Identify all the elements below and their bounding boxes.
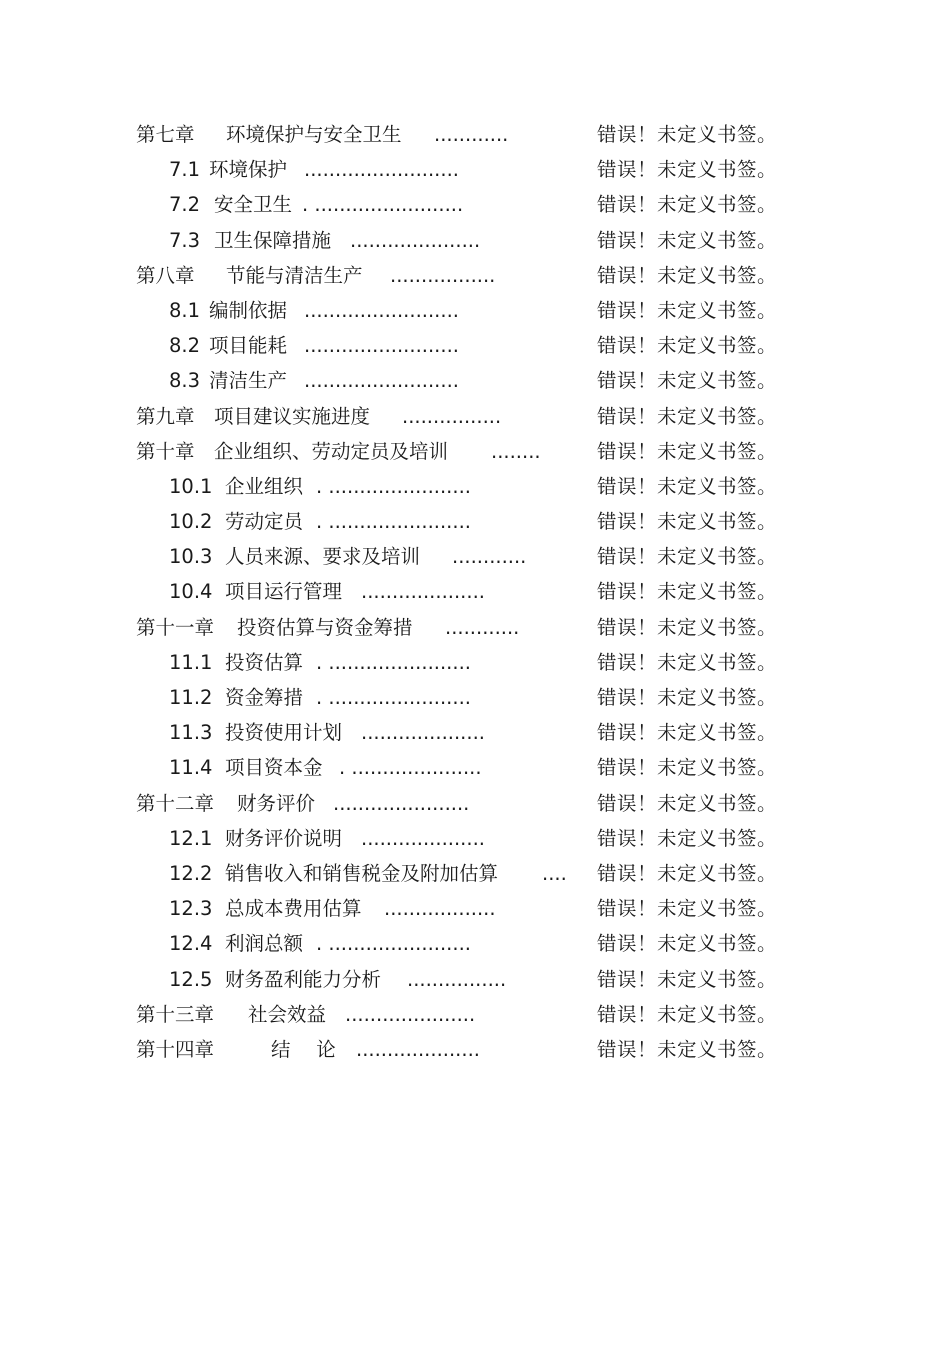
toc-page-ref: 错误！未定义书签。 [597, 861, 778, 885]
toc-page-ref: 错误！未定义书签。 [597, 404, 778, 428]
toc-number: 12.5 [169, 967, 213, 991]
toc-number: 12.4 [169, 932, 213, 956]
toc-entry[interactable] [0, 328, 950, 363]
toc-number: 12.1 [169, 826, 213, 850]
toc-entry[interactable] [0, 926, 950, 961]
toc-entry[interactable] [0, 223, 950, 258]
toc-page-ref: 错误！未定义书签。 [597, 228, 778, 252]
toc-entry[interactable] [0, 610, 950, 645]
toc-leader: ......................... [304, 158, 459, 182]
toc-number: 10.2 [169, 510, 213, 534]
toc-leader: . ........................ [302, 193, 464, 217]
toc-number: 8.2 [169, 334, 201, 358]
toc-page-ref: 错误！未定义书签。 [597, 263, 778, 287]
toc-title: 财务评价 [237, 791, 316, 815]
toc-leader: . ....................... [316, 686, 471, 709]
toc-number: 第十四章 [136, 1037, 215, 1061]
toc-number: 10.3 [169, 545, 213, 569]
toc-title: 社会效益 [248, 1002, 327, 1026]
toc-title: 结 论 [271, 1037, 336, 1061]
toc-title: 资金筹措 [225, 686, 304, 709]
toc-title: 投资估算与资金筹措 [237, 615, 413, 639]
toc-title: 环境保护 [209, 158, 288, 182]
toc-number: 第十一章 [136, 615, 215, 639]
toc-leader: .................... [361, 580, 485, 604]
toc-number: 第七章 [136, 123, 195, 146]
toc-number: 第十三章 [136, 1002, 215, 1026]
toc-page-ref: 错误！未定义书签。 [597, 298, 778, 322]
toc-entry[interactable] [0, 399, 950, 434]
toc-page-ref: 错误！未定义书签。 [597, 615, 778, 639]
toc-page-ref: 错误！未定义书签。 [597, 369, 778, 393]
toc-leader: . ....................... [316, 932, 471, 956]
toc-number: 7.3 [169, 228, 201, 252]
toc-entry[interactable] [0, 258, 950, 293]
toc-entry[interactable] [0, 1032, 950, 1067]
toc-page-ref: 错误！未定义书签。 [597, 721, 778, 745]
toc-leader: ..................... [345, 1002, 476, 1026]
toc-leader: . ....................... [316, 510, 471, 534]
toc-page-ref: 错误！未定义书签。 [597, 932, 778, 956]
toc-title: 财务盈利能力分析 [225, 967, 382, 991]
toc-entry[interactable] [0, 962, 950, 997]
toc-title: 企业组织、劳动定员及培训 [214, 439, 449, 463]
toc-page-ref: 错误！未定义书签。 [597, 897, 778, 921]
toc-entry[interactable] [0, 539, 950, 574]
toc-leader: . ..................... [339, 756, 482, 780]
toc-title: 编制依据 [209, 298, 288, 322]
toc-title: 清洁生产 [209, 369, 288, 393]
toc-leader: ...................... [333, 791, 470, 815]
toc-number: 11.1 [169, 650, 213, 674]
toc-number: 8.3 [169, 369, 201, 393]
toc-title: 项目资本金 [225, 756, 323, 780]
toc-number: 12.2 [169, 861, 213, 885]
toc-title: 项目运行管理 [225, 580, 343, 604]
toc-title: 总成本费用估算 [225, 897, 362, 921]
toc-leader: ............ [434, 123, 509, 146]
toc-page-ref: 错误！未定义书签。 [597, 1037, 778, 1061]
toc-number: 第八章 [136, 263, 195, 287]
toc-page-ref: 错误！未定义书签。 [597, 510, 778, 534]
toc-page-ref: 错误！未定义书签。 [597, 580, 778, 604]
toc-number: 10.1 [169, 474, 213, 498]
toc-page-ref: 错误！未定义书签。 [597, 474, 778, 498]
toc-leader: . ....................... [316, 650, 471, 674]
toc-page-ref: 错误！未定义书签。 [597, 791, 778, 815]
toc-page-ref: 错误！未定义书签。 [597, 158, 778, 182]
toc-page-ref: 错误！未定义书签。 [597, 967, 778, 991]
toc-title: 利润总额 [225, 932, 304, 956]
toc-title: 财务评价说明 [225, 826, 343, 850]
toc-page-ref: 错误！未定义书签。 [597, 193, 778, 217]
toc-page-ref: 错误！未定义书签。 [597, 334, 778, 358]
toc-title: 项目建议实施进度 [214, 404, 371, 428]
toc-entry[interactable] [0, 997, 950, 1032]
toc-entry[interactable] [0, 856, 950, 891]
toc-title: 投资估算 [225, 650, 304, 674]
toc-entry[interactable] [0, 891, 950, 926]
toc-page-ref: 错误！未定义书签。 [597, 123, 778, 146]
toc-title: 安全卫生 [214, 193, 293, 217]
toc-title: 人员来源、要求及培训 [225, 545, 421, 569]
toc-title: 项目能耗 [209, 334, 288, 358]
toc-title: 环境保护与安全卫生 [226, 123, 402, 146]
toc-number: 8.1 [169, 298, 201, 322]
toc-entry[interactable] [0, 469, 950, 504]
toc-leader: .................... [361, 826, 485, 850]
toc-entry[interactable] [0, 293, 950, 328]
toc-leader: ................. [390, 263, 496, 287]
toc-leader: ........ [491, 439, 541, 463]
toc-entry[interactable] [0, 680, 950, 715]
toc-number: 7.1 [169, 158, 201, 182]
toc-leader: . ....................... [316, 474, 471, 498]
toc-leader: ......................... [304, 369, 459, 393]
toc-entry[interactable] [0, 117, 950, 152]
toc-entry[interactable] [0, 750, 950, 785]
toc-title: 企业组织 [225, 474, 304, 498]
toc-title: 劳动定员 [225, 510, 304, 534]
toc-leader: ......................... [304, 334, 459, 358]
toc-number: 第十二章 [136, 791, 215, 815]
toc-leader: ............ [452, 545, 527, 569]
toc-leader: .................. [384, 897, 496, 921]
toc-number: 第十章 [136, 439, 195, 463]
toc-leader: ............ [445, 615, 520, 639]
toc-entry[interactable] [0, 645, 950, 680]
toc-entry[interactable] [0, 715, 950, 750]
toc-title: 销售收入和销售税金及附加估算 [225, 861, 499, 885]
toc-page-ref: 错误！未定义书签。 [597, 686, 778, 709]
toc-number: 11.2 [169, 686, 213, 709]
toc-leader: .................... [356, 1037, 480, 1061]
table-of-contents [0, 117, 950, 1067]
toc-entry[interactable] [0, 786, 950, 821]
toc-leader: ................ [407, 967, 507, 991]
toc-entry[interactable] [0, 363, 950, 398]
toc-leader: .................... [361, 721, 485, 745]
toc-number: 12.3 [169, 897, 213, 921]
toc-entry[interactable] [0, 821, 950, 856]
toc-number: 7.2 [169, 193, 201, 217]
toc-entry[interactable] [0, 152, 950, 187]
toc-leader: ..................... [350, 228, 481, 252]
toc-entry[interactable] [0, 187, 950, 222]
toc-entry[interactable] [0, 504, 950, 539]
toc-title: 投资使用计划 [225, 721, 343, 745]
toc-page-ref: 错误！未定义书签。 [597, 826, 778, 850]
toc-number: 第九章 [136, 404, 195, 428]
toc-page-ref: 错误！未定义书签。 [597, 756, 778, 780]
toc-leader: ......................... [304, 298, 459, 322]
toc-title: 卫生保障措施 [214, 228, 332, 252]
toc-page-ref: 错误！未定义书签。 [597, 439, 778, 463]
toc-page-ref: 错误！未定义书签。 [597, 650, 778, 674]
toc-title: 节能与清洁生产 [226, 263, 363, 287]
toc-number: 11.4 [169, 756, 213, 780]
toc-page-ref: 错误！未定义书签。 [597, 545, 778, 569]
toc-page-ref: 错误！未定义书签。 [597, 1002, 778, 1026]
toc-number: 11.3 [169, 721, 213, 745]
toc-leader: .... [542, 861, 567, 885]
toc-entry[interactable] [0, 574, 950, 609]
toc-entry[interactable] [0, 434, 950, 469]
toc-number: 10.4 [169, 580, 213, 604]
toc-leader: ................ [402, 404, 502, 428]
